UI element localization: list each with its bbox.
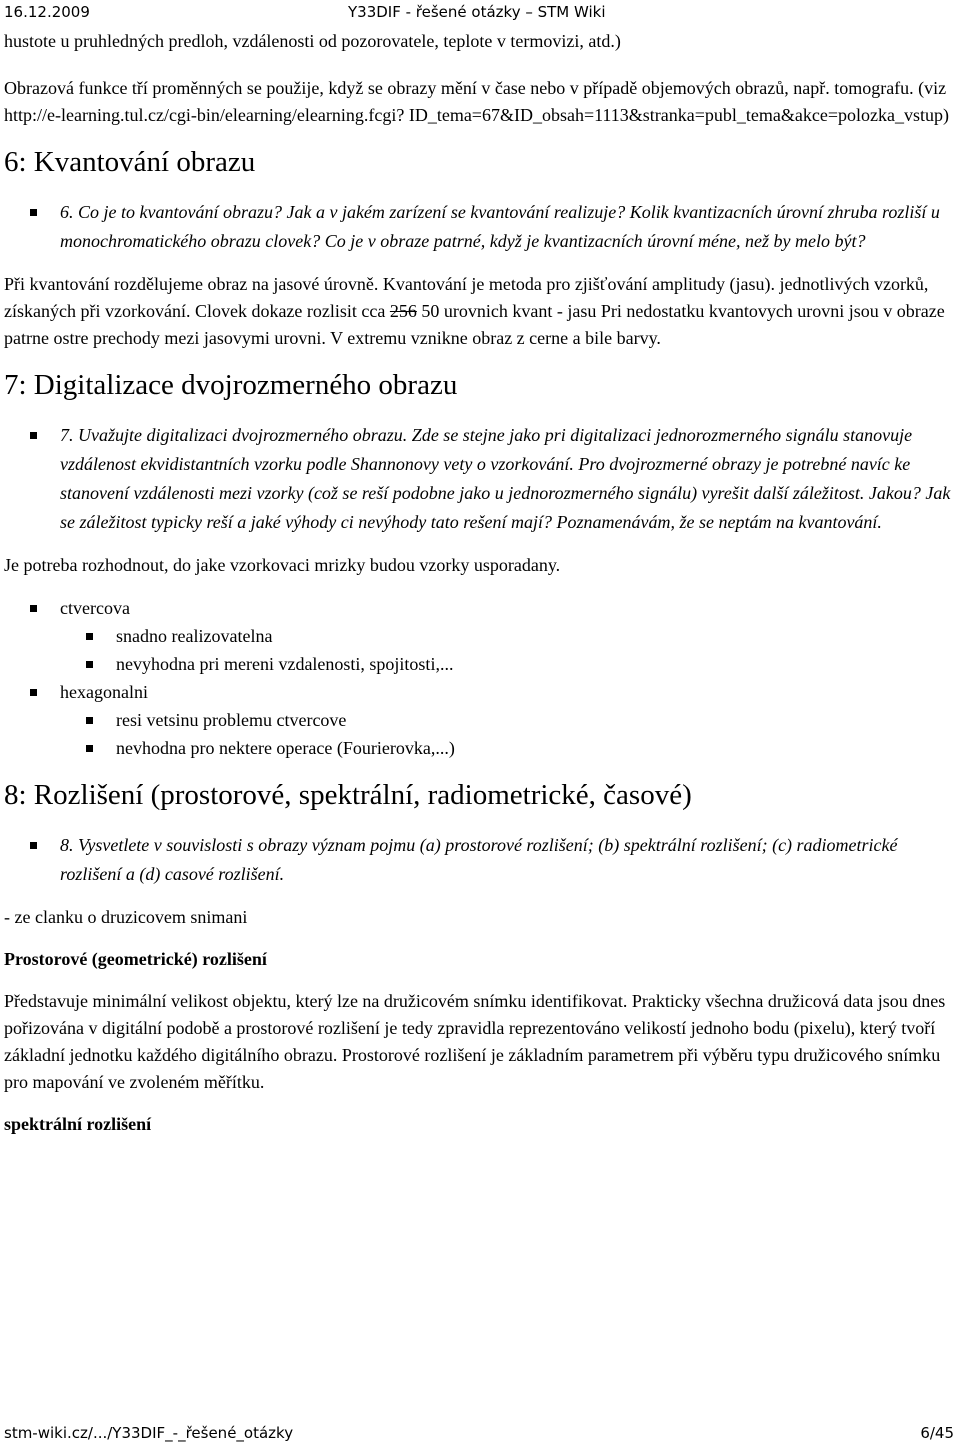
section-6-question: 6. Co je to kvantování obrazu? Jak a v jakém zarízení se kvantování realizuje? Kolik kvantizacních úrovní zhruba rozliší u monochromatického obrazu clovek? Co je v obraze patrné, když je kvantizacních úrovní méne, než by melo být? — [60, 198, 956, 256]
intro-line: hustote u pruhledných predloh, vzdálenosti od pozorovatele, teplote v termovizi, atd.) — [4, 31, 621, 51]
page-number: 6/45 — [920, 1424, 954, 1442]
section-8-question: 8. Vysvetlete v souvislosti s obrazy význam pojmu (a) prostorové rozlišení; (b) spektrální rozlišení; (c) radiometrické rozlišení a (d) casové rozlišení. — [60, 831, 956, 889]
print-header — [0, 0, 960, 24]
section-6-heading: 6: Kvantování obrazu — [4, 146, 256, 178]
section-6-answer-rest: 50 urovnich kvant - jasu Pri nedostatku kvantovych urovni jsou v obraze patrne ostre prechody mezi jasovymi urovni. V extremu vznikne obraz z cerne a bile barvy. — [4, 301, 945, 348]
print-date: 16.12.2009 — [4, 3, 90, 21]
section-6-question-list — [4, 198, 956, 256]
section-8-heading: 8: Rozlišení (prostorové, spektrální, radiometrické, časové) — [4, 779, 692, 811]
subheading-spectral: spektrální rozlišení — [4, 1114, 152, 1134]
section-7-answer: Je potreba rozhodnout, do jake vzorkovaci mrizky budou vzorky usporadany. — [4, 555, 561, 575]
section-8-source: - ze clanku o druzicovem snimani — [4, 907, 248, 927]
list-item: snadno realizovatelna — [116, 622, 956, 650]
sub-list — [60, 706, 956, 762]
list-item — [60, 594, 956, 678]
list-item: nevhodna pro nektere operace (Fourierovka,...) — [116, 734, 956, 762]
article-body — [4, 28, 956, 1153]
list-item-label: hexagonalni — [60, 682, 148, 702]
spatial-paragraph: Představuje minimální velikost objektu, který lze na družicovém snímku identifikovat. Prakticky všechna družicová data jsou dnes pořizována v digitální podobě a prostorové rozlišení je tedy zpravidla reprezentováno velikostí jednoho bodu (pixelu), který tvoří základní jednotku každého digitálního obrazu. Prostorové rozlišení je základním parametrem při výběru typu družicového snímku pro mapování ve zvoleném měřítku. — [4, 991, 946, 1092]
section-7-question: 7. Uvažujte digitalizaci dvojrozmerného obrazu. Zde se stejne jako pri digitalizaci jednorozmerného signálu stanovuje vzdálenost ekvidistantních vzorku podle Shannonovy vety o vzorkování. Pro dvojrozmerné obrazy je potrebné navíc ke stanovení vzdálenosti mezi vzorky (což se reší podobne jako u jednorozmerného signálu) vyrešit další záležitost. Jakou? Jak se záležitost typicky reší a jaké výhody ci nevýhody tato rešení mají? Poznamenávám, že se neptám na kvantování. — [60, 421, 956, 537]
page-title: Y33DIF - řešené otázky – STM Wiki — [348, 3, 606, 21]
list-item — [60, 678, 956, 762]
list-item: nevyhodna pri mereni vzdalenosti, spojitosti,... — [116, 650, 956, 678]
subheading-spatial: Prostorové (geometrické) rozlišení — [4, 949, 267, 969]
list-item-label: ctvercova — [60, 598, 130, 618]
footer-url: stm-wiki.cz/.../Y33DIF_-_řešené_otázky — [4, 1424, 294, 1442]
struck-value: 256 — [389, 301, 417, 321]
intro-paragraph: Obrazová funkce tří proměnných se použije, když se obrazy mění v čase nebo v případě objemových obrazů, např. tomografu. (viz http://e-learning.tul.cz/cgi-bin/elearning/elearning.fcgi? ID_tema=67&ID_obsah=1113&stranka=publ_tema&akce=polozka_vstup) — [4, 78, 949, 125]
sub-list — [60, 622, 956, 678]
section-6-answer-text: Při kvantování rozdělujeme obraz na jasové úrovně. Kvantování je metoda pro zjišťování amplitudy (jasu). jednotlivých vzorků, získaných při vzorkování. Clovek dokaze rozlisit cca — [4, 274, 929, 321]
section-7-heading: 7: Digitalizace dvojrozmerného obrazu — [4, 369, 458, 401]
list-item: resi vetsinu problemu ctvercove — [116, 706, 956, 734]
grid-types-list — [4, 594, 956, 762]
section-8-question-list — [4, 831, 956, 889]
section-7-question-list — [4, 421, 956, 537]
print-footer — [0, 1421, 960, 1445]
section-6-answer — [4, 271, 956, 352]
